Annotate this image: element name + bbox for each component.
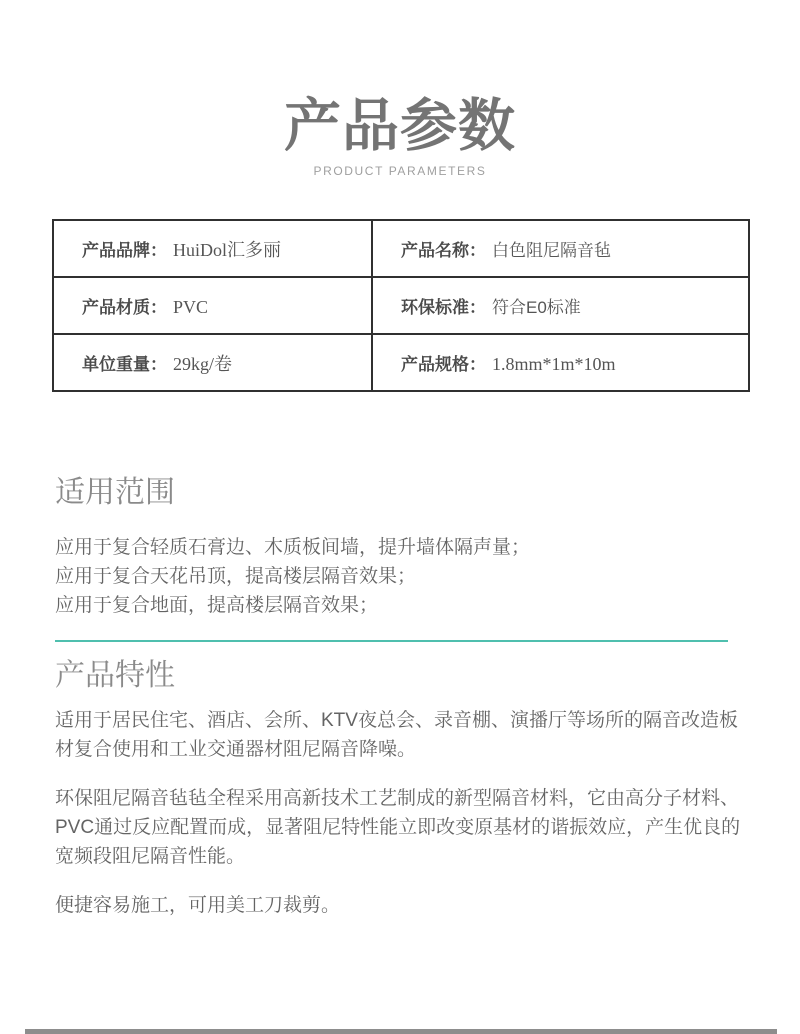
- page-title: 产品参数: [284, 94, 516, 158]
- cell-value: 白色阻尼隔音毡: [492, 241, 611, 260]
- next-section-top-edge: [25, 1029, 777, 1034]
- features-paragraphs: [55, 706, 747, 940]
- cell-label: 产品规格：: [401, 355, 486, 374]
- scope-line: 应用于复合轻质石膏边、木质板间墙，提升墙体隔声量；: [55, 537, 531, 558]
- cell-label: 产品品牌：: [82, 240, 167, 260]
- page-subtitle: PRODUCT PARAMETERS: [313, 164, 487, 178]
- table-cell-product-name: [372, 220, 749, 277]
- table-row: [53, 220, 749, 277]
- cell-value: PVC: [173, 297, 209, 317]
- product-spec-table: [52, 219, 750, 392]
- table-cell-spec-size: [372, 334, 749, 391]
- scope-line: 应用于复合地面，提高楼层隔音效果；: [55, 595, 379, 616]
- features-section-heading: 产品特性: [55, 659, 175, 692]
- table-row: [53, 334, 749, 391]
- page-header: [0, 0, 800, 178]
- table-cell-eco-standard: [372, 277, 749, 334]
- cell-label: 产品名称：: [401, 241, 486, 260]
- scope-section-heading: 适用范围: [55, 476, 175, 509]
- table-cell-brand: [53, 220, 372, 277]
- feature-paragraph: 适用于居民住宅、酒店、会所、KTV夜总会、录音棚、演播厅等场所的隔音改造板材复合使用和工业交通器材阻尼隔音降噪。: [55, 710, 738, 760]
- scope-line: 应用于复合天花吊顶，提高楼层隔音效果；: [55, 566, 417, 587]
- table-cell-material: [53, 277, 372, 334]
- cell-value: 符合E0标准: [492, 298, 581, 317]
- table-row: [53, 277, 749, 334]
- cell-label: 单位重量：: [82, 354, 167, 374]
- feature-paragraph: 便捷容易施工，可用美工刀裁剪。: [55, 895, 341, 916]
- cell-value: HuiDol汇多丽: [173, 239, 281, 260]
- feature-paragraph: 环保阻尼隔音毡毡全程采用高新技术工艺制成的新型隔音材料，它由高分子材料、PVC通过反应配置而成，显著阻尼特性能立即改变原基材的谐振效应，产生优良的宽频段阻尼隔音性能。: [55, 788, 741, 867]
- cell-label: 环保标准：: [401, 298, 486, 317]
- section-divider: [55, 640, 728, 642]
- table-cell-unit-weight: [53, 334, 372, 391]
- cell-value: 1.8mm*1m*10m: [492, 354, 616, 374]
- cell-label: 产品材质：: [82, 298, 167, 317]
- cell-value: 29kg/卷: [173, 353, 233, 374]
- scope-lines: [55, 533, 747, 620]
